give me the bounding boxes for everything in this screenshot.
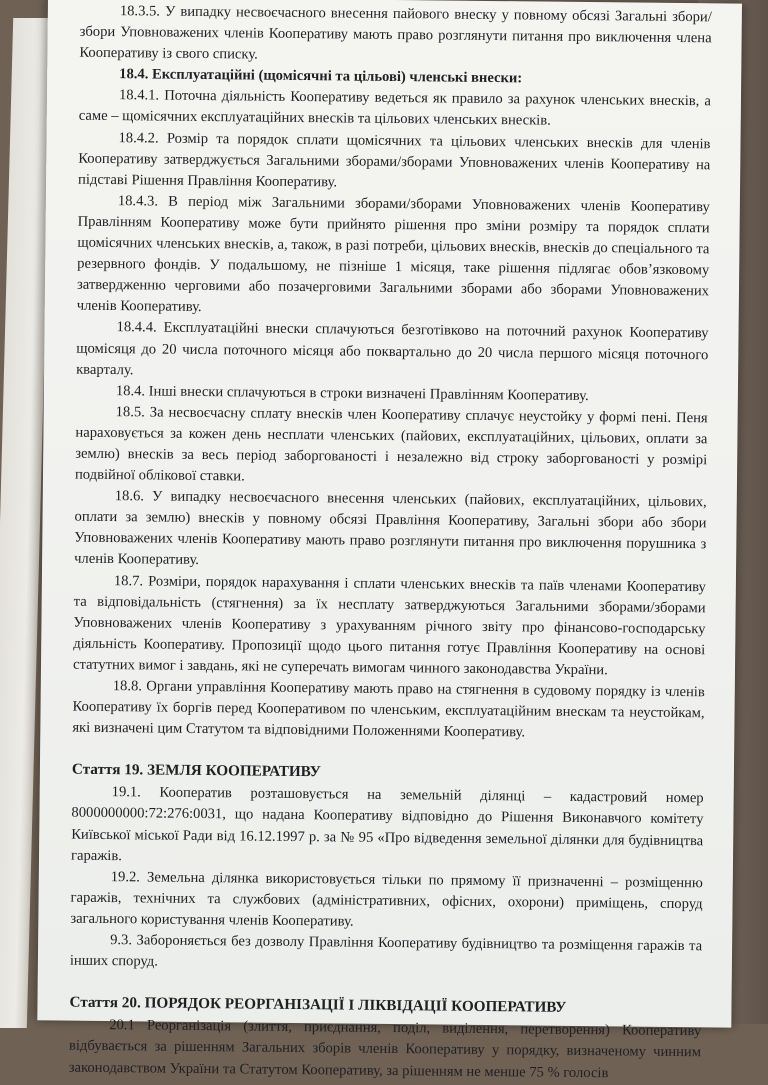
article-heading-19: Стаття 19. ЗЕМЛЯ КООПЕРАТИВУ	[71, 760, 321, 781]
paragraph-18-6: 18.6. У випадку несвоєчасного внесення членських (пайових, експлуатаційних, цільових, оплати за землю) внесків у повному обсязі Правління Кооперативу, Загальні збори або збори Уповноважених членів Кооперативу мають право розглянути питання про виключення порушника з членів Кооперативу.	[74, 488, 707, 569]
paragraph-18-4-2: 18.4.2. Розмір та порядок сплати щомісячних та цільових членських внесків для членів Кооперативу затверджується Загальними зборами/зборами Уповноважених членів Кооперативу на підставі Рішення Правління Кооперативу.	[78, 129, 711, 191]
paragraph-9-3: 9.3. Забороняється без дозволу Правління Кооперативу будівництво та розміщення гаражів та інших споруд.	[69, 932, 703, 970]
paragraph-20-1: 20.1 Реорганізація (злиття, приєднання, поділ, виділення, перетворення) Кооперативу відбувається за рішенням Загальних зборів членів Кооперативу у порядку, визначеному чинним законодавством України та Статутом Кооперативу, за рішенням не менше 75 % голосів	[68, 1017, 702, 1081]
section-heading-18-4: 18.4. Експлуатаційні (щомісячні та цільові) членські внески:	[119, 66, 523, 87]
paragraph-18-3-5: 18.3.5. У випадку несвоєчасного внесення пайового внеску у повному обсязі Загальні збори/збори Уповноважених членів Кооперативу мають право розглянути питання про виключення члена Кооперативу із свого списку.	[79, 3, 712, 63]
document-body	[69, 1, 712, 1085]
article-heading-20: Стаття 20. ПОРЯДОК РЕОРГАНІЗАЦІЇ І ЛІКВІДАЦІЇ КООПЕРАТИВУ	[69, 993, 567, 1017]
paragraph-18-7: 18.7. Розміри, порядок нарахування і сплати членських внесків та паїв членами Кооперативу та відповідальність (стягнення) за їх несплату затверджуються Загальними зборами/зборами Уповноважених членів Кооперативу з урахуванням річного звіту про фінансово-господарську діяльність Кооперативу. Пропозиції щодо цього питання готує Правління Кооперативу на основі статутних вимог і завдань, які не суперечать вимогам чинного законодавства України.	[72, 572, 706, 679]
paragraph-18-4-4: 18.4.4. Експлуатаційні внески сплачуються безготівково на поточний рахунок Кооперативу щомісяця до 20 числа поточного місяця або поквартально до 20 числа першого місяця поточного кварталу.	[76, 319, 709, 378]
paragraph-19-1: 19.1. Кооператив розташовується на земельній ділянці – кадастровий номер 8000000000:72:276:0031, що надана Кооперативу відповідно до Рішення Виконавчого комітету Київської міської Ради від 16.12.1997 р. за № 95 «Про відведення земельної ділянки для будівництва гаражів.	[70, 784, 704, 864]
paragraph-19-2: 19.2. Земельна ділянка використовується тільки по прямому її призначенні – розміщенню гаражів, технічних та службових (адміністративних, офісних, охорони) приміщень, споруд загального користування членів Кооперативу.	[70, 868, 703, 930]
paragraph-18-4-1: 18.4.1. Поточна діяльність Кооперативу ведеться як правило за рахунок членських внесків, а саме – щомісячних експлуатаційних внесків та цільових членських внесків.	[78, 87, 712, 130]
paragraph-18-4: 18.4. Інші внески сплачуються в строки визначені Правлінням Кооперативу.	[115, 382, 589, 404]
paragraph-18-8: 18.8. Органи управління Кооперативу мають право на стягнення в судовому порядку із членів Кооперативу їх боргів перед Кооперативом по членським, експлуатаційним внескам та неустойкам, які визначені цим Статутом та відповідними Положеннями Кооперативу.	[72, 678, 705, 741]
paragraph-18-4-3: 18.4.3. В період між Загальними зборами/зборами Уповноважених членів Кооперативу Правлінням Кооперативу може бути прийнято рішення про зміни розміру та порядок сплати щомісячних членських внесків, а, також, в разі потреби, цільових внесків, внесків до спеціального та резервного фондів. У подальшому, не пізніше 1 місяця, таке рішення підлягає обов’язковому затвердженню черговими або позачерговими Загальними зборами або зборами Уповноважених членів Кооперативу.	[76, 192, 710, 316]
paragraph-18-5: 18.5. За несвоєчасну сплату внесків член Кооперативу сплачує неустойку у формі пені. Пеня нараховується за кожен день несплати членських (пайових, експлуатаційних, цільових, оплати за землю) внесків за весь період заборгованості і незалежно від строку заборгованості у розмірі подвійної облікової ставки.	[74, 403, 708, 485]
document-page	[37, 0, 742, 1081]
